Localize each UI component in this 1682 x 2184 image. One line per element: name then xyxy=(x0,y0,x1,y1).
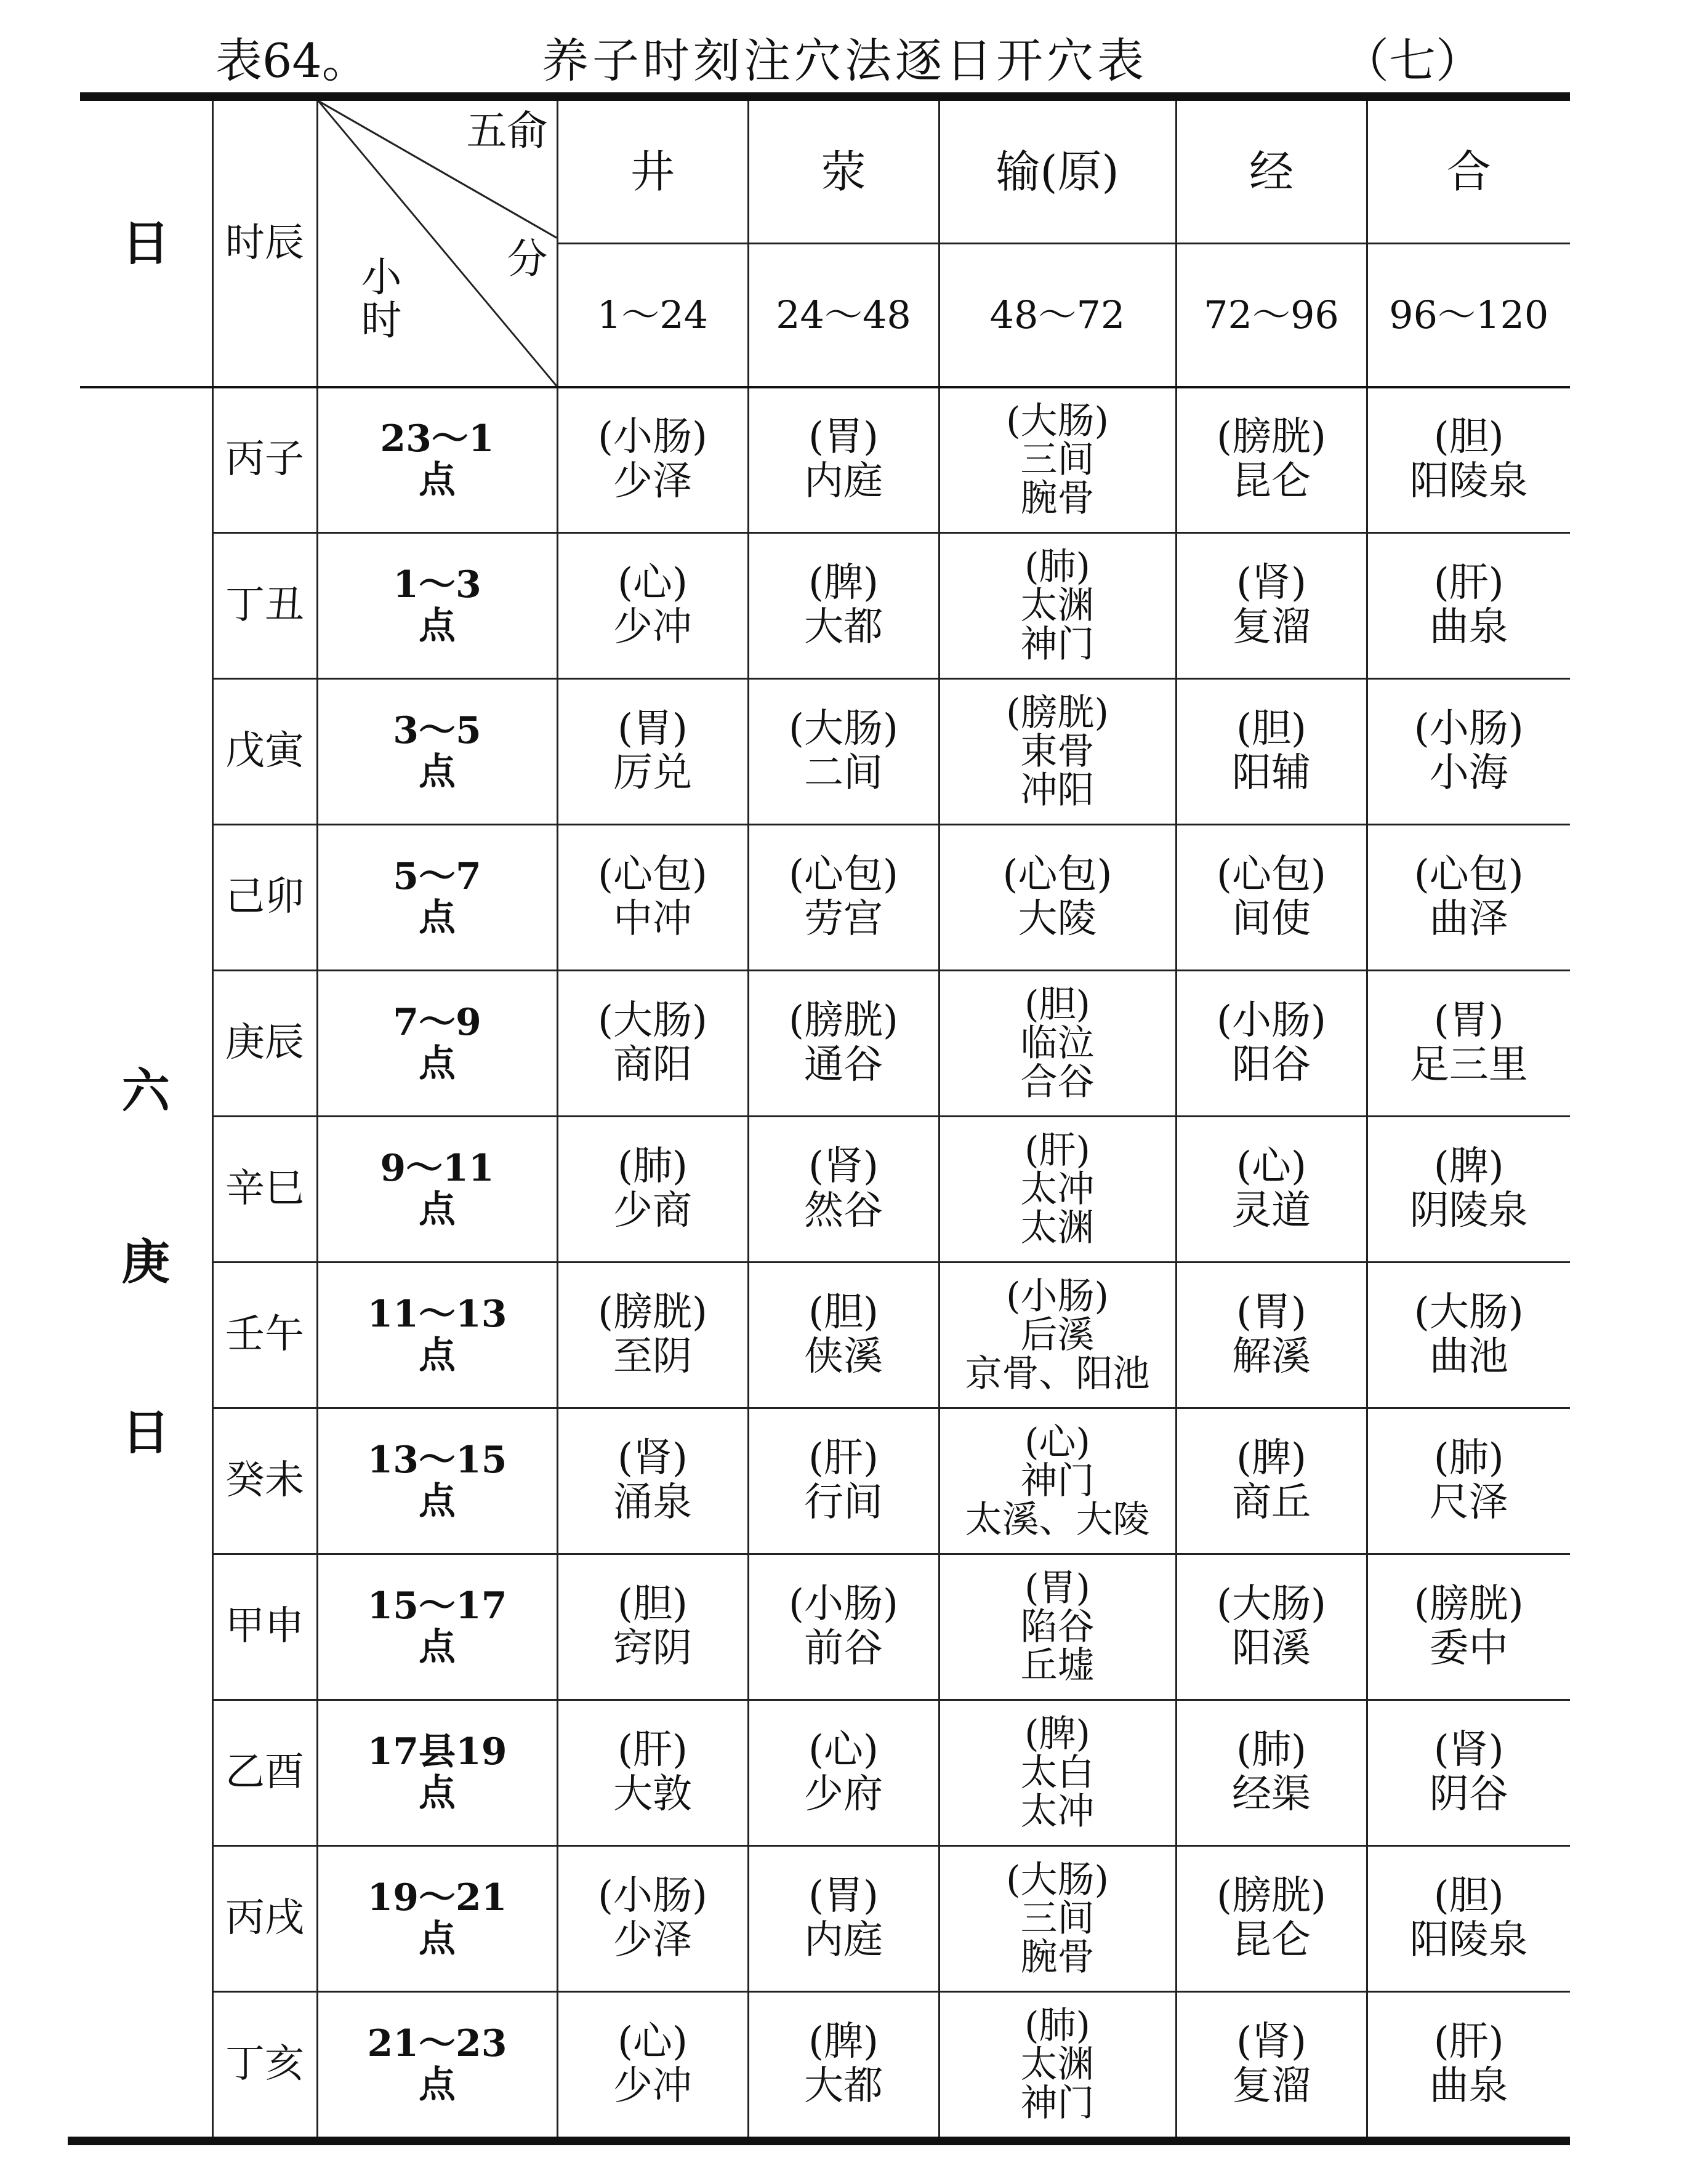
table-row xyxy=(80,533,1570,679)
hours-cell xyxy=(317,1117,557,1263)
meridian-label: (心) xyxy=(618,560,688,606)
hours-unit: 点 xyxy=(419,604,456,648)
table-row xyxy=(80,387,1570,533)
meridian-label: (肝) xyxy=(1024,1128,1090,1172)
table-row xyxy=(80,1554,1570,1700)
acupoint-cell xyxy=(748,971,939,1117)
meridian-label: (心包) xyxy=(789,852,898,898)
table-row xyxy=(80,679,1570,825)
acupoint-cell xyxy=(1176,1846,1367,1992)
acupoint-name: 阳陵泉 xyxy=(1409,459,1528,504)
acupoint-cell xyxy=(748,1408,939,1554)
corner-right-label: 分 xyxy=(507,235,548,283)
meridian-label: (肾) xyxy=(618,1435,688,1482)
acupoint-name: 通谷 xyxy=(804,1042,883,1088)
acupoint-name: 商阳 xyxy=(613,1042,692,1088)
acupoint-name: 神门 xyxy=(1020,1459,1095,1503)
acupoint-cell xyxy=(557,825,748,971)
table-number: 表64。 xyxy=(215,33,369,88)
table-caption xyxy=(0,17,1682,88)
hours-cell xyxy=(317,1846,557,1992)
acupoint-cell xyxy=(1367,1700,1570,1846)
acupoint-name: 曲泉 xyxy=(1429,2063,1508,2109)
hours-cell xyxy=(317,387,557,533)
acupoint-name: 前谷 xyxy=(804,1626,883,1671)
acupoint-cell xyxy=(748,387,939,533)
acupoint-name: 太渊 xyxy=(1020,1206,1095,1250)
acupoint-cell xyxy=(748,1554,939,1700)
acupoint-name: 少冲 xyxy=(613,604,692,650)
acupoint-name: 曲泽 xyxy=(1429,896,1508,942)
acupoint-cell xyxy=(1367,825,1570,971)
acupoint-name: 委中 xyxy=(1429,1626,1508,1671)
hours-range: 7～9 xyxy=(393,1000,481,1044)
acupoint-cell xyxy=(1367,1992,1570,2137)
meridian-label: (肝) xyxy=(808,1435,879,1482)
acupoint-cell xyxy=(939,387,1176,533)
acupoint-name: 阴谷 xyxy=(1429,1772,1508,1817)
acupoint-cell xyxy=(748,1846,939,1992)
acupoint-name: 临泣 xyxy=(1020,1021,1095,1065)
acupoint-cell xyxy=(939,1846,1176,1992)
acupoint-cell xyxy=(748,1700,939,1846)
table-row xyxy=(80,1700,1570,1846)
acupoint-cell xyxy=(1367,971,1570,1117)
header-shichen: 时辰 xyxy=(212,101,317,387)
acupoint-cell xyxy=(1176,387,1367,533)
shichen-cell: 丁丑 xyxy=(212,533,317,679)
acupoint-cell xyxy=(1367,679,1570,825)
acupoint-cell xyxy=(557,387,748,533)
acupoint-cell xyxy=(557,1408,748,1554)
acupoint-cell xyxy=(748,533,939,679)
acupoint-name: 曲池 xyxy=(1429,1334,1508,1379)
acupoint-name: 太溪、大陵 xyxy=(965,1498,1150,1541)
meridian-label: (胆) xyxy=(618,1581,688,1628)
acupoint-name: 阳溪 xyxy=(1232,1626,1311,1671)
header-type-jing: 井 xyxy=(557,101,748,244)
acupoint-name: 至阴 xyxy=(613,1334,692,1379)
meridian-label: (大肠) xyxy=(1414,1290,1524,1336)
hours-unit: 点 xyxy=(419,1188,456,1231)
meridian-label: (大肠) xyxy=(1006,399,1109,443)
hours-unit: 点 xyxy=(419,459,456,502)
acupoint-name: 腕骨 xyxy=(1020,1935,1095,1979)
table-row xyxy=(80,825,1570,971)
acupoint-name: 然谷 xyxy=(804,1188,883,1234)
acupoint-cell xyxy=(939,1700,1176,1846)
meridian-label: (小肠) xyxy=(789,1581,898,1628)
shichen-cell: 辛巳 xyxy=(212,1117,317,1263)
corner-left-label-1: 小 xyxy=(361,254,402,301)
table-row xyxy=(80,1408,1570,1554)
acupoint-cell xyxy=(1367,1846,1570,1992)
hours-unit: 点 xyxy=(419,2063,456,2106)
hours-range: 19～21 xyxy=(367,1876,507,1919)
shichen-cell: 壬午 xyxy=(212,1263,317,1408)
hours-cell xyxy=(317,1700,557,1846)
meridian-label: (肾) xyxy=(1236,560,1306,606)
table-row xyxy=(80,1846,1570,1992)
acupoint-cell xyxy=(1367,1408,1570,1554)
acupoint-name: 大敦 xyxy=(613,1772,692,1817)
hours-range: 5～7 xyxy=(393,854,481,898)
hours-range: 13～15 xyxy=(367,1438,507,1482)
header-minutes-3: 48～72 xyxy=(939,244,1176,387)
header-day: 日 xyxy=(80,101,212,387)
meridian-label: (胆) xyxy=(1433,414,1504,460)
acupoint-cell xyxy=(939,1992,1176,2137)
acupoint-name: 经渠 xyxy=(1232,1772,1311,1817)
hours-cell xyxy=(317,1992,557,2137)
acupoint-cell xyxy=(939,1263,1176,1408)
meridian-label: (肺) xyxy=(618,1144,688,1190)
meridian-label: (心) xyxy=(1024,1420,1090,1464)
meridian-label: (膀胱) xyxy=(598,1290,707,1336)
acupoint-name: 丘墟 xyxy=(1020,1644,1095,1687)
hours-range: 23～1 xyxy=(380,417,494,460)
table-part: （七） xyxy=(1342,33,1483,88)
shichen-cell: 戊寅 xyxy=(212,679,317,825)
acupoint-name: 阴陵泉 xyxy=(1409,1188,1528,1234)
meridian-label: (胆) xyxy=(1433,1873,1504,1919)
meridian-label: (胃) xyxy=(1433,998,1504,1044)
acupoint-name: 合谷 xyxy=(1020,1060,1095,1104)
acupoint-cell xyxy=(748,825,939,971)
meridian-label: (大肠) xyxy=(598,998,707,1044)
meridian-label: (小肠) xyxy=(598,1873,707,1919)
header-minutes-4: 72～96 xyxy=(1176,244,1367,387)
hours-cell xyxy=(317,1408,557,1554)
acupoint-name: 小海 xyxy=(1429,750,1508,796)
meridian-label: (心包) xyxy=(598,852,707,898)
acupoint-name: 涌泉 xyxy=(613,1480,692,1525)
hours-unit: 点 xyxy=(419,1772,456,1815)
acupoint-cell xyxy=(1176,1263,1367,1408)
meridian-label: (小肠) xyxy=(1006,1274,1109,1318)
acupoint-name: 太冲 xyxy=(1020,1167,1095,1211)
acupoint-table xyxy=(80,101,1570,2137)
acupoint-name: 昆仑 xyxy=(1232,459,1311,504)
acupoint-name: 窍阴 xyxy=(613,1626,692,1671)
acupoint-name: 二间 xyxy=(804,750,883,796)
acupoint-cell xyxy=(1176,825,1367,971)
acupoint-name: 神门 xyxy=(1020,2081,1095,2125)
acupoint-cell xyxy=(939,1554,1176,1700)
meridian-label: (肾) xyxy=(1433,1727,1504,1773)
table-title: 养子时刻注穴法逐日开穴表 xyxy=(542,33,1148,88)
meridian-label: (胆) xyxy=(1236,706,1306,752)
acupoint-cell xyxy=(1367,533,1570,679)
acupoint-name: 内庭 xyxy=(804,459,883,504)
header-type-ying: 荥 xyxy=(748,101,939,244)
acupoint-name: 厉兑 xyxy=(613,750,692,796)
meridian-label: (脾) xyxy=(808,2019,879,2065)
meridian-label: (肺) xyxy=(1024,2004,1090,2047)
meridian-label: (胃) xyxy=(1236,1290,1306,1336)
acupoint-cell xyxy=(939,1117,1176,1263)
header-divider-rule xyxy=(80,386,1570,388)
acupoint-name: 中冲 xyxy=(613,896,692,942)
acupoint-cell xyxy=(748,679,939,825)
acupoint-cell xyxy=(1176,1554,1367,1700)
day-label xyxy=(80,387,212,2137)
header-corner xyxy=(317,101,557,387)
meridian-label: (肺) xyxy=(1433,1435,1504,1482)
acupoint-name: 冲阳 xyxy=(1020,768,1095,812)
acupoint-cell xyxy=(939,679,1176,825)
acupoint-name: 解溪 xyxy=(1232,1334,1311,1379)
meridian-label: (心包) xyxy=(1217,852,1326,898)
meridian-label: (小肠) xyxy=(1217,998,1326,1044)
header-minutes-1: 1～24 xyxy=(557,244,748,387)
meridian-label: (胃) xyxy=(618,706,688,752)
meridian-label: (膀胱) xyxy=(1217,1873,1326,1919)
acupoint-name: 少冲 xyxy=(613,2063,692,2109)
corner-left-label-2: 时 xyxy=(361,297,402,344)
shichen-cell: 乙酉 xyxy=(212,1700,317,1846)
meridian-label: (小肠) xyxy=(1414,706,1524,752)
acupoint-name: 间使 xyxy=(1232,896,1311,942)
acupoint-cell xyxy=(1176,1408,1367,1554)
hours-range: 21～23 xyxy=(367,2021,507,2065)
acupoint-name: 大都 xyxy=(804,2063,883,2109)
header-type-shu-yuan: 输(原) xyxy=(939,101,1176,244)
hours-cell xyxy=(317,825,557,971)
acupoint-name: 少泽 xyxy=(613,459,692,504)
hours-unit: 点 xyxy=(419,1334,456,1377)
meridian-label: (膀胱) xyxy=(1217,414,1326,460)
acupoint-cell xyxy=(557,1700,748,1846)
acupoint-cell xyxy=(557,1992,748,2137)
hours-range: 15～17 xyxy=(367,1584,507,1628)
shichen-cell: 己卯 xyxy=(212,825,317,971)
day-char: 庚 xyxy=(121,1234,170,1290)
acupoint-cell xyxy=(1176,533,1367,679)
acupoint-name: 灵道 xyxy=(1232,1188,1311,1234)
meridian-label: (大肠) xyxy=(789,706,898,752)
acupoint-name: 阳辅 xyxy=(1232,750,1311,796)
acupoint-name: 少府 xyxy=(804,1772,883,1817)
hours-cell xyxy=(317,679,557,825)
acupoint-cell xyxy=(557,679,748,825)
acupoint-name: 曲泉 xyxy=(1429,604,1508,650)
acupoint-name: 神门 xyxy=(1020,622,1095,666)
acupoint-name: 足三里 xyxy=(1409,1042,1528,1088)
acupoint-name: 复溜 xyxy=(1232,604,1311,650)
acupoint-name: 大陵 xyxy=(1018,896,1097,942)
acupoint-name: 后溪 xyxy=(1020,1313,1095,1357)
acupoint-cell xyxy=(1367,1263,1570,1408)
meridian-label: (脾) xyxy=(1236,1435,1306,1482)
acupoint-cell xyxy=(939,971,1176,1117)
hours-unit: 点 xyxy=(419,1480,456,1523)
acupoint-cell xyxy=(748,1117,939,1263)
meridian-label: (心) xyxy=(618,2019,688,2065)
hours-range: 17县19 xyxy=(367,1730,507,1773)
acupoint-cell xyxy=(1176,1992,1367,2137)
acupoint-cell xyxy=(1176,1700,1367,1846)
acupoint-cell xyxy=(1176,679,1367,825)
meridian-label: (胆) xyxy=(808,1290,879,1336)
meridian-label: (膀胱) xyxy=(1006,691,1109,734)
hours-unit: 点 xyxy=(419,1626,456,1669)
meridian-label: (肺) xyxy=(1024,545,1090,588)
acupoint-name: 商丘 xyxy=(1232,1480,1311,1525)
header-minutes-2: 24～48 xyxy=(748,244,939,387)
acupoint-name: 少泽 xyxy=(613,1917,692,1963)
shichen-cell: 甲申 xyxy=(212,1554,317,1700)
corner-top-label: 五俞 xyxy=(466,107,548,155)
acupoint-name: 尺泽 xyxy=(1429,1480,1508,1525)
acupoint-cell xyxy=(748,1992,939,2137)
bottom-rule xyxy=(68,2137,1570,2145)
top-rule xyxy=(80,92,1570,101)
acupoint-cell xyxy=(1176,971,1367,1117)
table-row xyxy=(80,971,1570,1117)
meridian-label: (脾) xyxy=(808,560,879,606)
acupoint-cell xyxy=(1367,1554,1570,1700)
acupoint-name: 昆仑 xyxy=(1232,1917,1311,1963)
hours-cell xyxy=(317,971,557,1117)
shichen-cell: 丙戌 xyxy=(212,1846,317,1992)
acupoint-cell xyxy=(557,1554,748,1700)
acupoint-cell xyxy=(1176,1117,1367,1263)
hours-cell xyxy=(317,1263,557,1408)
acupoint-name: 少商 xyxy=(613,1188,692,1234)
acupoint-name: 内庭 xyxy=(804,1917,883,1963)
acupoint-name: 太渊 xyxy=(1020,2042,1095,2086)
meridian-label: (肝) xyxy=(1433,560,1504,606)
meridian-label: (大肠) xyxy=(1217,1581,1326,1628)
hours-range: 3～5 xyxy=(393,709,481,752)
table-row xyxy=(80,1992,1570,2137)
day-char: 六 xyxy=(121,1063,170,1120)
meridian-label: (膀胱) xyxy=(1414,1581,1524,1628)
header-type-jing-river: 经 xyxy=(1176,101,1367,244)
acupoint-name: 阳陵泉 xyxy=(1409,1917,1528,1963)
header-type-he: 合 xyxy=(1367,101,1570,244)
hours-unit: 点 xyxy=(419,1917,456,1961)
table-row xyxy=(80,1117,1570,1263)
acupoint-cell xyxy=(1367,387,1570,533)
acupoint-cell xyxy=(1367,1117,1570,1263)
hours-unit: 点 xyxy=(419,896,456,939)
meridian-label: (脾) xyxy=(1433,1144,1504,1190)
acupoint-name: 三间 xyxy=(1020,1897,1095,1940)
shichen-cell: 丙子 xyxy=(212,387,317,533)
meridian-label: (心) xyxy=(1236,1144,1306,1190)
meridian-label: (心包) xyxy=(1414,852,1524,898)
shichen-cell: 庚辰 xyxy=(212,971,317,1117)
meridian-label: (肾) xyxy=(808,1144,879,1190)
meridian-label: (胃) xyxy=(808,1873,879,1919)
hours-range: 11～13 xyxy=(367,1292,507,1336)
hours-range: 9～11 xyxy=(380,1146,494,1190)
acupoint-cell xyxy=(557,533,748,679)
hours-range: 1～3 xyxy=(393,563,481,606)
meridian-label: (肝) xyxy=(1433,2019,1504,2065)
hours-cell xyxy=(317,1554,557,1700)
acupoint-cell xyxy=(939,533,1176,679)
meridian-label: (肝) xyxy=(618,1727,688,1773)
acupoint-name: 阳谷 xyxy=(1232,1042,1311,1088)
acupoint-name: 太渊 xyxy=(1020,584,1095,627)
acupoint-name: 太白 xyxy=(1020,1751,1095,1794)
acupoint-name: 复溜 xyxy=(1232,2063,1311,2109)
meridian-label: (大肠) xyxy=(1006,1858,1109,1901)
meridian-label: (心) xyxy=(808,1727,879,1773)
acupoint-cell xyxy=(557,1846,748,1992)
day-char: 日 xyxy=(121,1405,170,1461)
meridian-label: (胃) xyxy=(808,414,879,460)
acupoint-cell xyxy=(939,825,1176,971)
acupoint-cell xyxy=(557,1117,748,1263)
meridian-label: (肾) xyxy=(1236,2019,1306,2065)
hours-unit: 点 xyxy=(419,1042,456,1085)
hours-cell xyxy=(317,533,557,679)
acupoint-name: 太冲 xyxy=(1020,1789,1095,1833)
acupoint-name: 陷谷 xyxy=(1020,1605,1095,1648)
table-row xyxy=(80,1263,1570,1408)
acupoint-cell xyxy=(939,1408,1176,1554)
header-minutes-5: 96～120 xyxy=(1367,244,1570,387)
meridian-label: (脾) xyxy=(1024,1712,1090,1756)
acupoint-cell xyxy=(557,971,748,1117)
acupoint-name: 行间 xyxy=(804,1480,883,1525)
acupoint-name: 京骨、阳池 xyxy=(965,1352,1150,1395)
acupoint-name: 侠溪 xyxy=(804,1334,883,1379)
shichen-cell: 癸未 xyxy=(212,1408,317,1554)
meridian-label: (小肠) xyxy=(598,414,707,460)
acupoint-name: 劳宫 xyxy=(804,896,883,942)
acupoint-name: 束骨 xyxy=(1020,729,1095,773)
acupoint-cell xyxy=(557,1263,748,1408)
acupoint-name: 三间 xyxy=(1020,438,1095,481)
acupoint-name: 腕骨 xyxy=(1020,476,1095,520)
acupoint-cell xyxy=(748,1263,939,1408)
meridian-label: (肺) xyxy=(1236,1727,1306,1773)
hours-unit: 点 xyxy=(419,750,456,793)
meridian-label: (心包) xyxy=(1002,852,1113,898)
meridian-label: (胃) xyxy=(1024,1566,1090,1610)
acupoint-name: 大都 xyxy=(804,604,883,650)
meridian-label: (胆) xyxy=(1024,982,1090,1026)
meridian-label: (膀胱) xyxy=(789,998,898,1044)
shichen-cell: 丁亥 xyxy=(212,1992,317,2137)
